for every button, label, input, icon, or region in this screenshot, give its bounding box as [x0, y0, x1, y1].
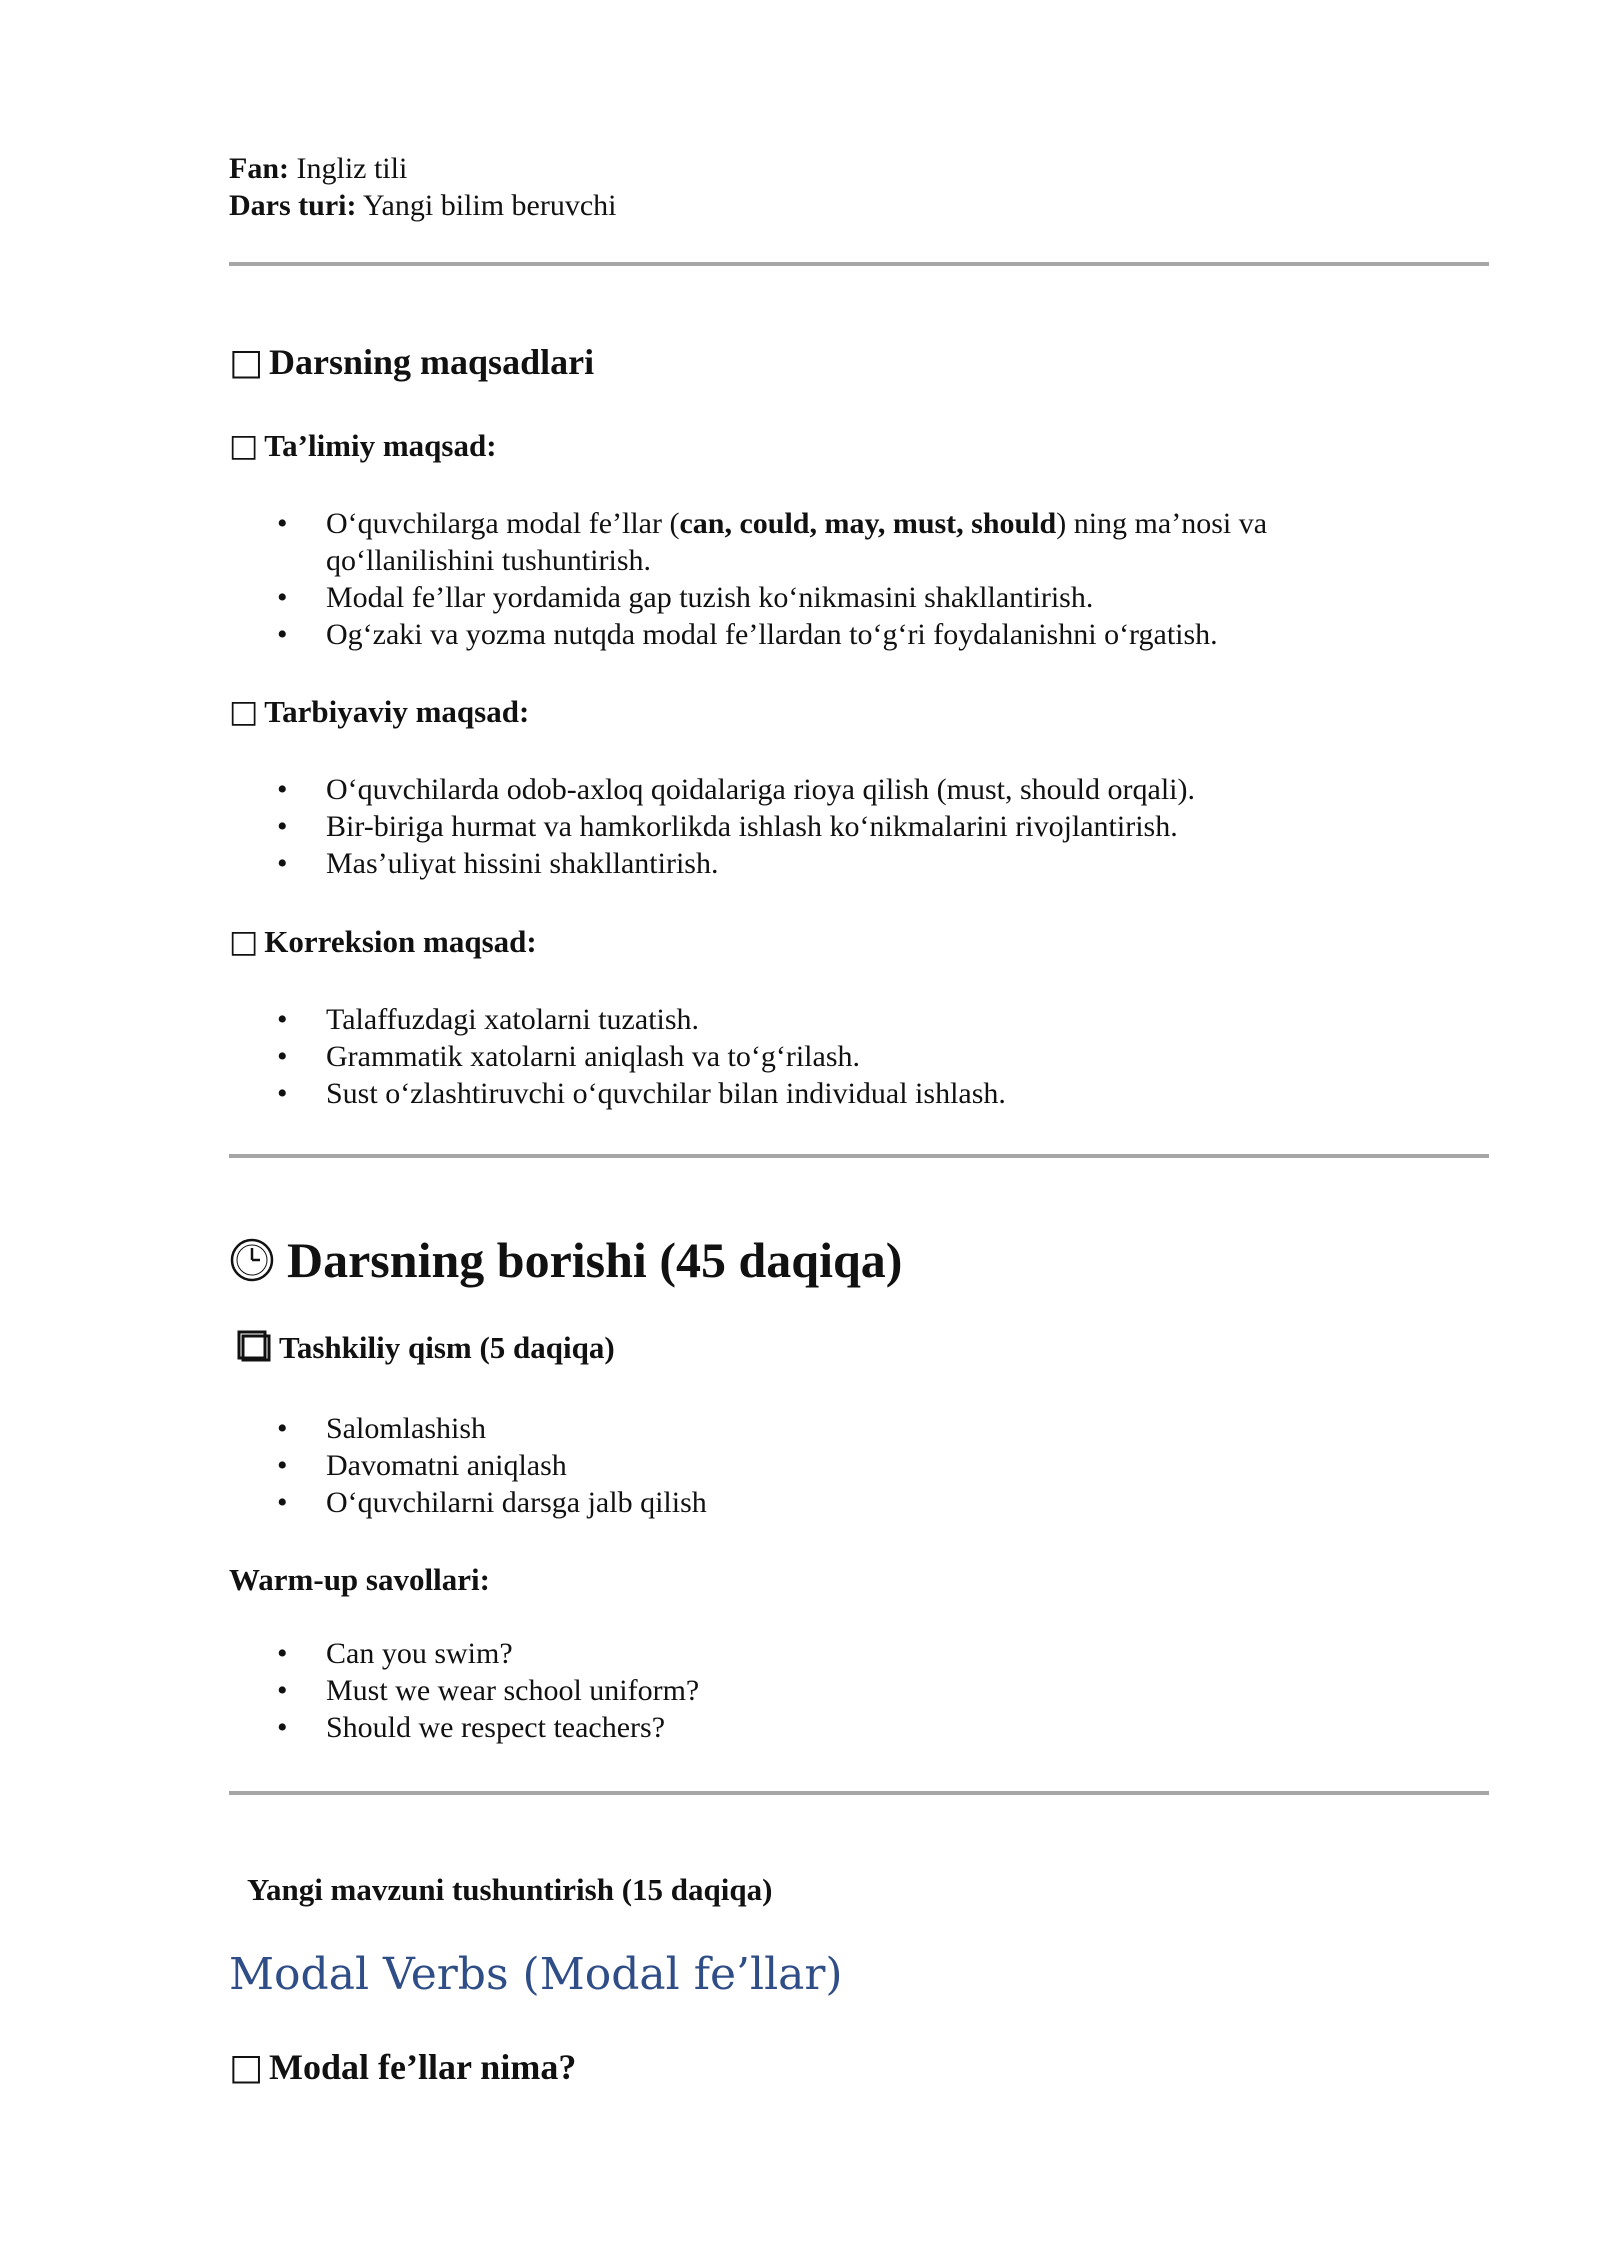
item-text: Talaffuzdagi xatolarni tuzatish. — [326, 1003, 700, 1036]
list-item — [229, 616, 1489, 653]
upbringing-goal-title: Tarbiyaviy maqsad: — [264, 694, 530, 729]
item-text: Bir-biriga hurmat va hamkorlikda ishlash ko‘nikmalarini rivojlantirish. — [326, 810, 1178, 843]
list-item — [229, 579, 1489, 616]
item-text: Sust o‘zlashtiruvchi o‘quvchilar bilan individual ishlash. — [326, 1077, 1006, 1110]
educational-goal-title: Ta’limiy maqsad: — [264, 428, 497, 463]
bullet: • — [277, 1003, 288, 1036]
lesson-type-label: Dars turi: — [229, 189, 357, 222]
correction-goal-list — [229, 1001, 1489, 1112]
item-text: O‘quvchilarni darsga jalb qilish — [326, 1486, 707, 1519]
subject-line — [229, 150, 407, 188]
lesson-flow-heading — [229, 1230, 902, 1290]
modal-verbs-bold: can, could, may, must, should — [679, 507, 1057, 540]
item-text-end: ) ning ma’nosi va — [1056, 507, 1268, 540]
lesson-type-line — [229, 187, 616, 225]
goals-heading — [229, 340, 594, 385]
list-item — [229, 1484, 1489, 1521]
modal-verbs-heading: Modal Verbs (Modal fe’llar) — [229, 1949, 843, 2000]
organizational-heading — [237, 1328, 615, 1368]
bullet: • — [277, 1040, 288, 1073]
bullet: • — [277, 1449, 288, 1482]
list-item — [229, 1672, 1489, 1709]
goals-title: Darsning maqsadlari — [269, 342, 595, 382]
question-icon: □ — [229, 2047, 264, 2088]
clock-icon — [229, 1237, 275, 1283]
bullet: • — [277, 1637, 288, 1670]
bullet: • — [277, 1412, 288, 1445]
item-text: Modal fe’llar yordamida gap tuzish ko‘nikmasini shakllantirish. — [326, 581, 1094, 614]
item-text: Grammatik xatolarni aniqlash va to‘g‘rilash. — [326, 1040, 861, 1073]
bullet: • — [277, 1486, 288, 1519]
item-text: Davomatni aniqlash — [326, 1449, 567, 1482]
upbringing-goal-list — [229, 771, 1489, 882]
list-item — [229, 1410, 1489, 1447]
list-item — [229, 1447, 1489, 1484]
bullet: • — [277, 773, 288, 806]
warmup-heading: Warm-up savollari: — [229, 1562, 490, 1597]
upbringing-goal-heading — [229, 692, 529, 732]
item-text-start: O‘quvchilarga modal fe’llar ( — [326, 507, 680, 540]
list-item — [229, 1709, 1489, 1746]
item-text-continued: qo‘llanilishini tushuntirish. — [326, 544, 652, 577]
bullet: • — [277, 507, 288, 540]
heart-icon: □ — [229, 694, 259, 730]
item-text: Can you swim? — [326, 1637, 513, 1670]
inbox-tray-icon — [237, 1330, 271, 1362]
list-item — [229, 1075, 1489, 1112]
lesson-type-value: Yangi bilim beruvchi — [362, 189, 617, 222]
list-item — [229, 505, 1489, 579]
divider — [229, 262, 1489, 266]
divider — [229, 1154, 1489, 1158]
item-text: Og‘zaki va yozma nutqda modal fe’llardan to‘g‘ri foydalanishni o‘rgatish. — [326, 618, 1218, 651]
organizational-title: Tashkiliy qism (5 daqiqa) — [279, 1330, 615, 1365]
item-text: Should we respect teachers? — [326, 1711, 666, 1744]
list-item — [229, 845, 1489, 882]
divider — [229, 1791, 1489, 1795]
educational-goal-list — [229, 505, 1489, 653]
modal-question-title: Modal fe’llar nima? — [269, 2047, 577, 2087]
correction-goal-title: Korreksion maqsad: — [264, 924, 537, 959]
list-item — [229, 771, 1489, 808]
item-text: Mas’uliyat hissini shakllantirish. — [326, 847, 719, 880]
item-text: O‘quvchilarda odob-axloq qoidalariga rioya qilish (must, should orqali). — [326, 773, 1195, 806]
target-icon: □ — [229, 342, 264, 383]
organizational-list — [229, 1410, 1489, 1521]
bullet: • — [277, 847, 288, 880]
bullet: • — [277, 1711, 288, 1744]
list-item — [229, 808, 1489, 845]
new-topic-heading: Yangi mavzuni tushuntirish (15 daqiqa) — [247, 1872, 773, 1907]
bullet: • — [277, 1077, 288, 1110]
bullet: • — [277, 581, 288, 614]
bullet: • — [277, 618, 288, 651]
bullet: • — [277, 810, 288, 843]
list-item — [229, 1038, 1489, 1075]
modal-question-heading — [229, 2045, 576, 2090]
correction-goal-heading — [229, 922, 537, 962]
list-item — [229, 1635, 1489, 1672]
book-icon: □ — [229, 428, 259, 464]
item-text: Must we wear school uniform? — [326, 1674, 700, 1707]
tool-icon: □ — [229, 924, 259, 960]
lesson-flow-title: Darsning borishi (45 daqiqa) — [287, 1232, 903, 1288]
subject-label: Fan: — [229, 152, 289, 185]
item-text: Salomlashish — [326, 1412, 487, 1445]
bullet: • — [277, 1674, 288, 1707]
subject-value: Ingliz tili — [296, 152, 408, 185]
educational-goal-heading — [229, 426, 497, 466]
list-item — [229, 1001, 1489, 1038]
warmup-list — [229, 1635, 1489, 1746]
